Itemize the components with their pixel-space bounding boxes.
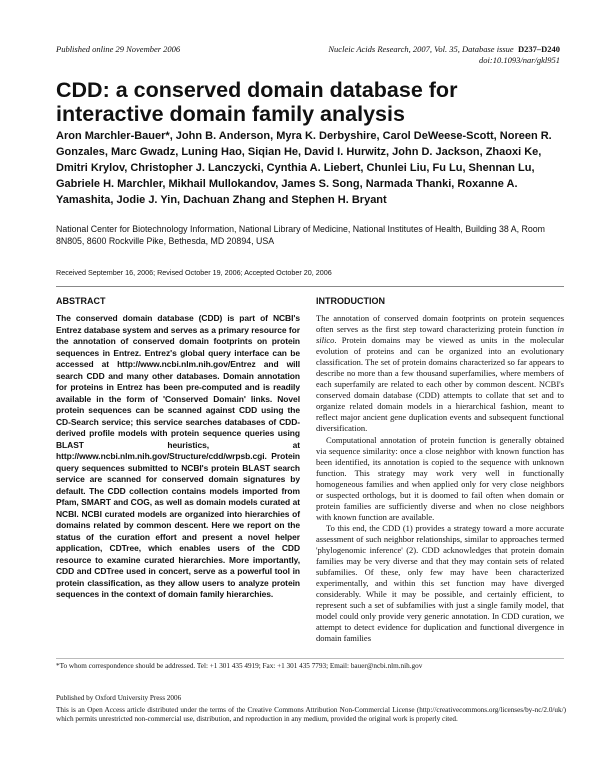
journal-citation	[328, 44, 560, 54]
header-divider	[56, 286, 564, 287]
abstract-section	[56, 296, 300, 601]
introduction-section	[316, 296, 564, 644]
intro-p1-text-b: . Protein domains may be viewed as units in the molecular evolution of proteins and can be organized into an evolutionary classification. The set of protein domains characterized so far appears to describe no more than a few thousand superfamilies, where members of each superfamily are related to each other by common descent. NCBI's conserved domain database (CDD) attempts to collate that set and to organize related domain models in a hierarchical fashion, meant to reflect major ancient gene duplication events and subsequent functional diversification.	[316, 335, 564, 434]
abstract-heading: ABSTRACT	[56, 296, 106, 306]
page-range: D237–D240	[517, 44, 560, 54]
doi: doi:10.1093/nar/gkl951	[479, 55, 560, 65]
intro-paragraph-1	[316, 313, 564, 435]
affiliation: National Center for Biotechnology Information, National Library of Medicine, National Institutes of Health, Building 38 A, Room 8N805, 8600 Rockville Pike, Bethesda, MD 20894, USA	[56, 224, 545, 246]
footnote-divider	[56, 658, 564, 659]
publication-date: Published online 29 November 2006	[56, 44, 181, 54]
article-title: CDD: a conserved domain database for interactive domain family analysis	[56, 78, 458, 126]
introduction-heading: INTRODUCTION	[316, 296, 385, 306]
author-list: Aron Marchler-Bauer*, John B. Anderson, Myra K. Derbyshire, Carol DeWeese-Scott, Noreen R. Gonzales, Marc Gwadz, Luning Hao, Siqian He, David I. Hurwitz, John D. Jackson, Zhaoxi Ke, Dmitri Krylov, Christopher J. Lanczycki, Cynthia A. Liebert, Chunlei Liu, Fu Lu, Shennan Lu, Gabriele H. Marchler, Mikhail Mullokandov, James S. Song, Narmada Thanki, Roxanne A. Yamashita, Jodie J. Yin, Dachuan Zhang and Stephen H. Bryant	[56, 130, 552, 206]
intro-p1-text-a: The annotation of conserved domain footprints on protein sequences often serves as the first step toward characterizing protein function	[316, 313, 564, 335]
publisher-note: Published by Oxford University Press 2006	[56, 694, 182, 702]
intro-paragraph-3: To this end, the CDD (1) provides a strategy toward a more accurate assessment of such neighbor relationships, similar to approaches termed 'phylogenomic inference' (2). CDD acknowledges that protein domain families may be very diverse and that they may contain sets of related subfamilies. Of these, only few may have been characterized experimentally, and within this set function may have diverged considerably. While it may be possible, and certainly efficient, to represent such a set of subfamilies with just a single family model, that model could only provide very generic annotation. In CDD curation, we attempt to detect evidence for duplication and functional divergence in domain families	[316, 522, 564, 644]
intro-paragraph-2: Computational annotation of protein function is generally obtained via sequence similarity: once a close neighbor with known function has been identified, its annotation is copied to the sequence with unknown function. This strategy may work very well in functionally homogeneous families and when applied only for very close neighbors or suspected orthologs, but it is doomed to fail often when domain or protein families are sufficiently diverse and when no close neighbors with known function are available.	[316, 434, 564, 522]
running-header	[56, 44, 560, 76]
intro-p1-italic: in silico	[316, 324, 564, 346]
journal-name: Nucleic Acids Research, 2007, Vol. 35, Database issue	[328, 44, 514, 54]
received-dates: Received September 16, 2006; Revised October 19, 2006; Accepted October 20, 2006	[56, 268, 332, 277]
license-note: This is an Open Access article distributed under the terms of the Creative Commons Attribution Non-Commercial License (http://creativecommons.org/licenses/by-nc/2.0/uk/) which permits unrestricted non-commercial use, distribution, and reproduction in any medium, provided the original work is properly cited.	[56, 706, 566, 723]
correspondence-note: *To whom correspondence should be addressed. Tel: +1 301 435 4919; Fax: +1 301 435 7793; Email: bauer@ncbi.nlm.nih.gov	[56, 662, 423, 670]
abstract-text: The conserved domain database (CDD) is part of NCBI's Entrez database system and serves as a primary resource for the annotation of conserved domain footprints on protein sequences in Entrez. Entrez's global query interface can be accessed at http://www.ncbi.nlm.nih.gov/Entrez and will search CDD and many other databases. Domain annotation for proteins in Entrez has been pre-computed and is readily available in the form of 'Conserved Domain' links. Novel protein sequences can be scanned against CDD using the CD-Search service; this service searches databases of CDD-derived profile models with protein sequence queries using BLAST heuristics, at http://www.ncbi.nlm.nih.gov/Structure/cdd/wrpsb.cgi. Protein query sequences submitted to NCBI's protein BLAST search service are scanned for conserved domain signatures by default. The CDD collection contains models imported from Pfam, SMART and COG, as well as domain models curated at NCBI. NCBI curated models are organized into hierarchies of domains related by common descent. Here we report on the status of the curation effort and present a novel helper application, CDTree, which enables users of the CDD resource to examine curated hierarchies. More importantly, CDD and CDTree used in concert, serve as a powerful tool in protein classification, as they allow users to analyze protein sequences in the context of domain family hierarchies.	[56, 313, 300, 600]
